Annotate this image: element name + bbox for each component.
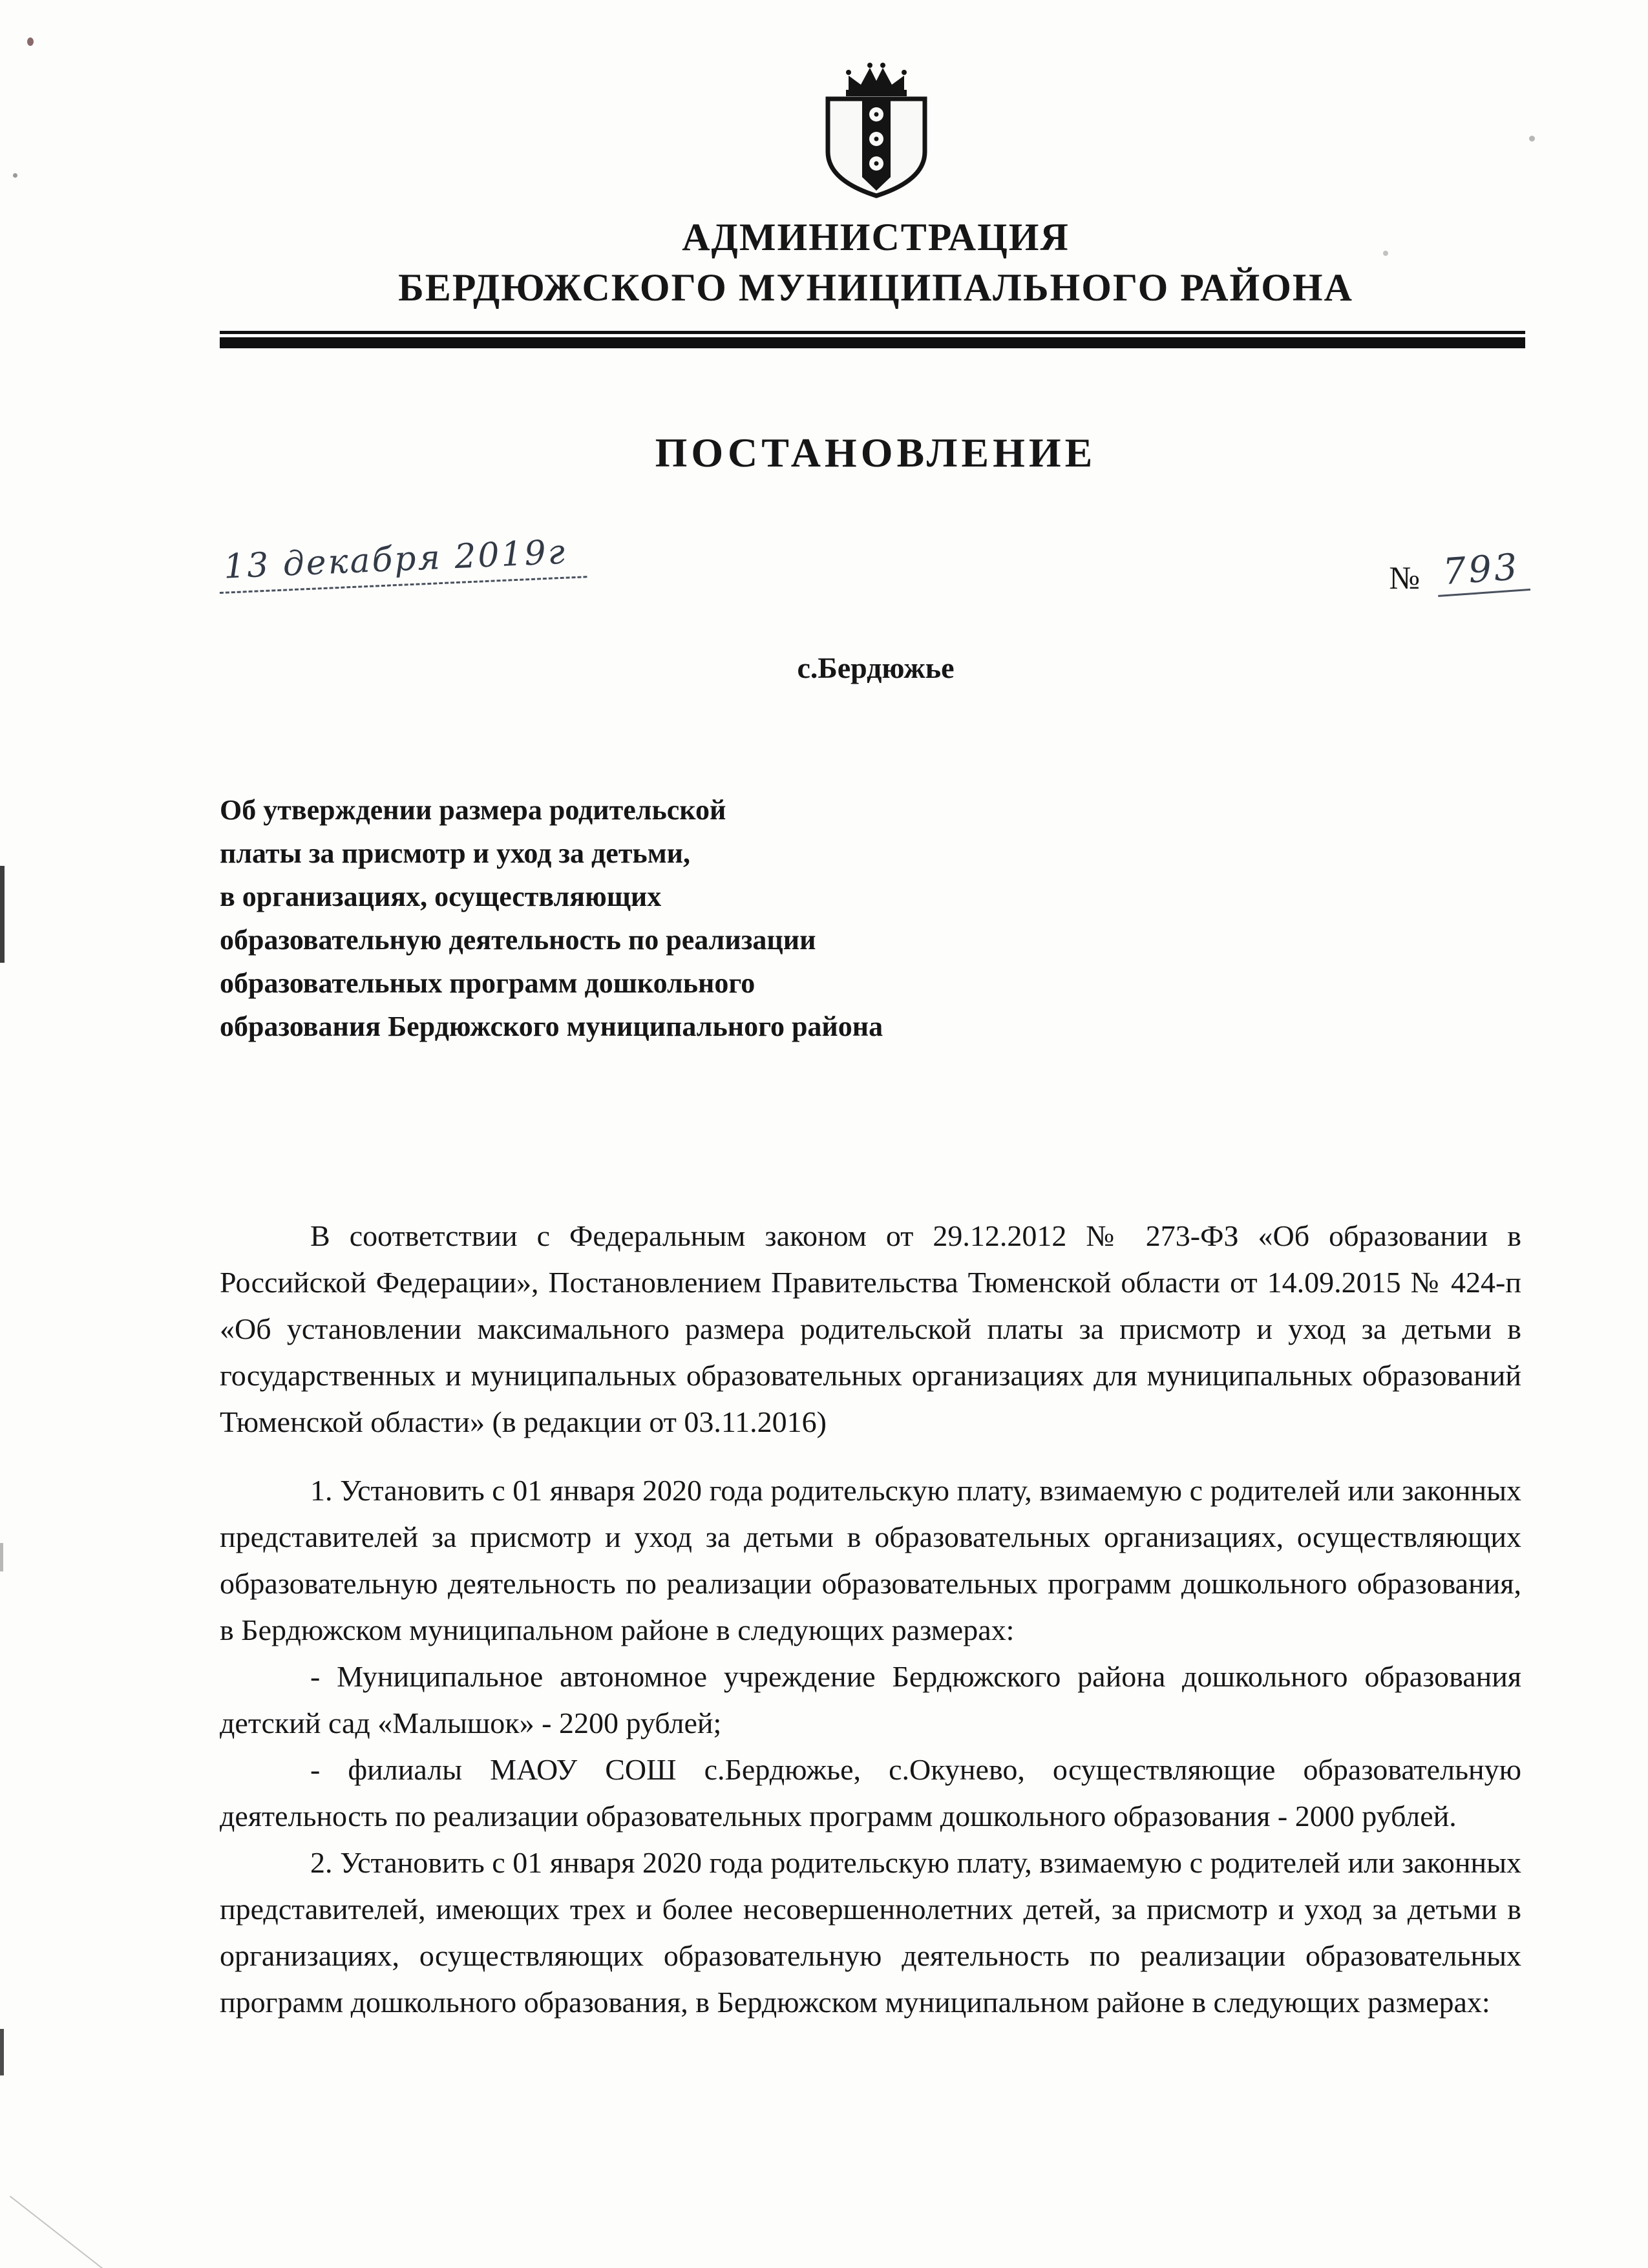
scan-artifact-speck xyxy=(27,37,34,46)
title-line: в организациях, осуществляющих xyxy=(220,881,662,912)
letterhead-emblem-wrap xyxy=(220,61,1532,200)
paragraph-item-2: 2. Установить с 01 января 2020 года родительскую плату, взимаемую с родителей или законных представителей, имеющих трех и более несовершеннолетних детей, за присмотр и уход за детьми в организациях, осуществляющих образовательную деятельность по реализации образовательных программ дошкольного образования, в Бердюжском муниципальном районе в следующих размерах: xyxy=(220,1846,1521,2019)
document-title xyxy=(220,788,1532,1048)
letterhead-rule-thin xyxy=(220,331,1525,334)
scan-artifact-left-edge xyxy=(0,866,5,963)
document-body xyxy=(220,1213,1532,2026)
title-line: образовательную деятельность по реализации xyxy=(220,924,816,956)
coat-of-arms-icon xyxy=(798,61,953,200)
place-name: с.Бердюжье xyxy=(797,651,955,684)
title-line: образовательных программ дошкольного xyxy=(220,967,755,999)
scan-artifact-left-edge xyxy=(0,1543,3,1571)
letterhead-rule xyxy=(220,331,1525,348)
scan-artifact-left-edge xyxy=(0,2029,4,2075)
org-name-line2: БЕРДЮЖСКОГО МУНИЦИПАЛЬНОГО РАЙОНА xyxy=(398,266,1353,309)
paragraph-bullet-2: - филиалы МАОУ СОШ с.Бердюжье, с.Окунево, осуществляющие образовательную деятельность по реализации образовательных программ дошкольного образования - 2000 рублей. xyxy=(220,1753,1521,1832)
scan-artifact-page-curl xyxy=(10,2196,112,2268)
paragraph-bullet-1: - Муниципальное автономное учреждение Бердюжского района дошкольного образования детский сад «Малышок» - 2200 рублей; xyxy=(220,1660,1521,1739)
handwritten-date: 13 декабря 2019г xyxy=(218,532,587,594)
document-type-heading: ПОСТАНОВЛЕНИЕ xyxy=(655,430,1097,476)
org-name-line1: АДМИНИСТРАЦИЯ xyxy=(682,216,1070,258)
scan-artifact-speck xyxy=(13,173,17,178)
document-number-block xyxy=(1389,546,1532,596)
date-number-row xyxy=(220,532,1532,596)
paragraph-preamble: В соответствии с Федеральным законом от 29.12.2012 № 273-ФЗ «Об образовании в Российской Федерации», Постановлением Правительства Тюменской области от 14.09.2015 № 424-п «Об установлении максимального размера родительской платы за присмотр и уход за детьми в государственных и муниципальных образовательных организациях для муниципальных образований Тюменской области» (в редакции от 03.11.2016) xyxy=(220,1219,1521,1438)
letterhead-rule-thick xyxy=(220,337,1525,348)
title-line: образования Бердюжского муниципального района xyxy=(220,1011,883,1042)
handwritten-number: 793 xyxy=(1435,549,1530,597)
title-line: платы за присмотр и уход за детьми, xyxy=(220,837,691,869)
paragraph-item-1: 1. Установить с 01 января 2020 года родительскую плату, взимаемую с родителей или законных представителей за присмотр и уход за детьми в образовательных организациях, осуществляющих образовательную деятельность по реализации образовательных программ дошкольного образования, в Бердюжском муниципальном районе в следующих размерах: xyxy=(220,1474,1521,1646)
title-line: Об утверждении размера родительской xyxy=(220,794,726,826)
number-sign: № xyxy=(1389,560,1421,596)
